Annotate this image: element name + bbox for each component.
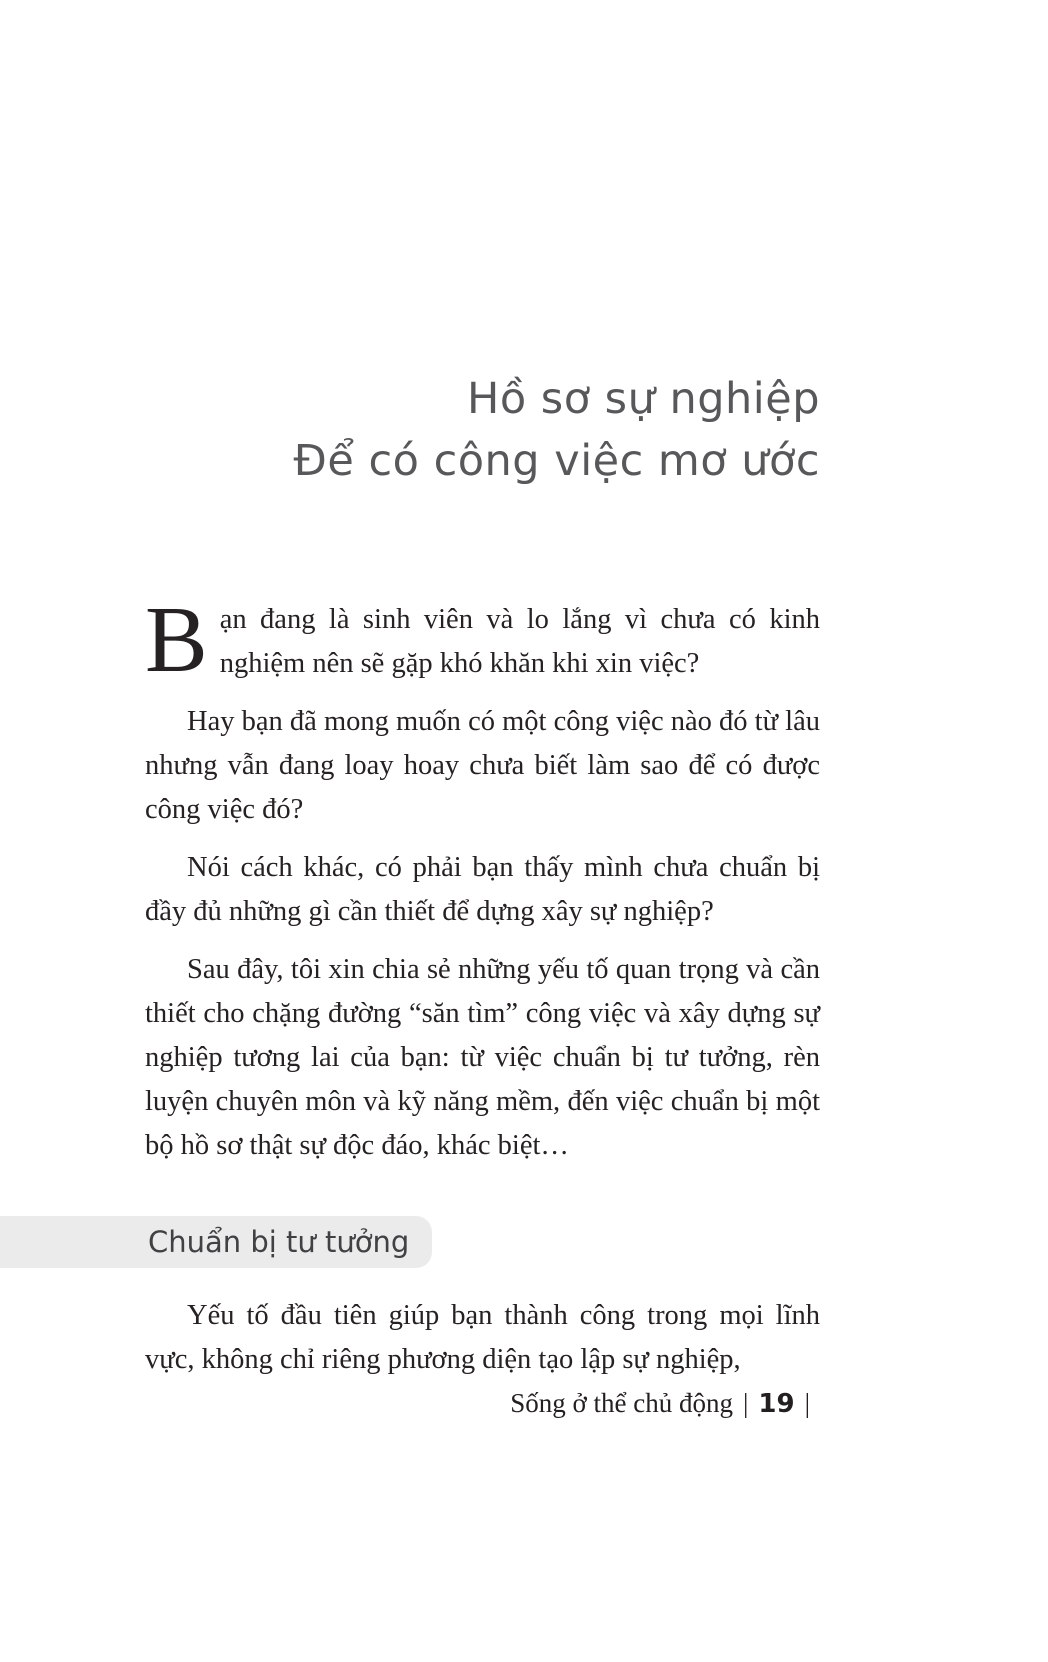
paragraph-2: Hay bạn đã mong muốn có một công việc nào đó từ lâu nhưng vẫn đang loay hoay chưa biết làm sao để có được công việc đó?: [145, 706, 820, 825]
chapter-title: [145, 368, 820, 492]
paragraph-4: Sau đây, tôi xin chia sẻ những yếu tố quan trọng và cần thiết cho chặng đường “săn tìm” công việc và xây dựng sự nghiệp tương lai của bạn: từ việc chuẩn bị tư tưởng, rèn luyện chuyên môn và kỹ năng mềm, đến việc chuẩn bị một bộ hồ sơ thật sự độc đáo, khác biệt…: [145, 954, 820, 1161]
paragraph-3: Nói cách khác, có phải bạn thấy mình chưa chuẩn bị đầy đủ những gì cần thiết để dựng xây sự nghiệp?: [145, 852, 820, 927]
paragraph-5: Yếu tố đầu tiên giúp bạn thành công trong mọi lĩnh vực, không chỉ riêng phương diện tạo lập sự nghiệp,: [145, 1300, 820, 1375]
footer-book-title: Sống ở thể chủ động: [510, 1388, 733, 1418]
dropcap-letter: B: [145, 588, 208, 692]
paragraph-1: [145, 588, 820, 692]
page-footer: [510, 1388, 820, 1419]
footer-separator-2: |: [804, 1388, 810, 1418]
section-heading-label: Chuẩn bị tư tưởng: [148, 1225, 410, 1259]
footer-page-number: 19: [758, 1389, 795, 1419]
body-text: [145, 588, 820, 1382]
chapter-title-line1: Hồ sơ sự nghiệp: [466, 374, 820, 424]
section-heading-bar: [0, 1216, 432, 1268]
chapter-title-line2: Để có công việc mơ ước: [293, 436, 820, 486]
page-content: [145, 0, 820, 1396]
footer-separator-1: |: [743, 1388, 749, 1418]
paragraph-1-text: ạn đang là sinh viên và lo lắng vì chưa có kinh nghiệm nên sẽ gặp khó khăn khi xin việc?: [219, 604, 820, 679]
